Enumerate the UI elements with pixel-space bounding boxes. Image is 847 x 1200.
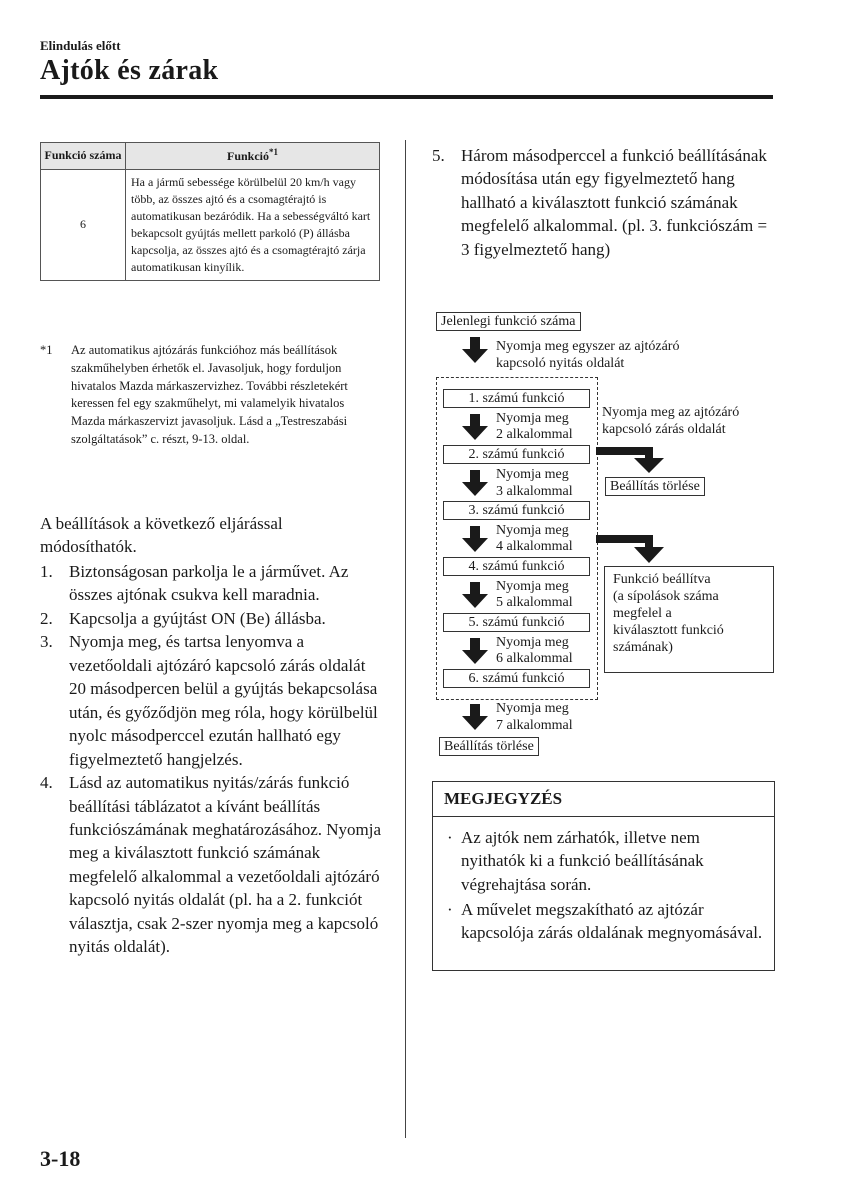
times-label-6: 6 alkalommal xyxy=(496,651,573,666)
press-label: Nyomja meg xyxy=(496,701,569,716)
cancel-setting-box-bottom: Beállítás törlése xyxy=(439,737,539,756)
arrow-down-icon xyxy=(462,582,488,608)
arrow-down-icon xyxy=(462,638,488,664)
function-box-3: 3. számú funkció xyxy=(443,501,590,520)
times-label-4: 4 alkalommal xyxy=(496,539,573,554)
step-5: 5. Három másodperccel a funkció beállításának módosítása után egy figyelmeztető hang hallható a kiválasztott funkció számának megfelelő alkalommal. (pl. 3. funkciószám = 3 figyelmeztető hang) xyxy=(432,146,768,259)
bullet: · xyxy=(447,828,453,847)
arrow-down-icon xyxy=(462,704,488,730)
function-box-1: 1. számú funkció xyxy=(443,389,590,408)
note-item: · Az ajtók nem zárhatók, illetve nem nyithatók ki a funkció beállításának végrehajtása során. xyxy=(447,828,704,894)
procedure-steps xyxy=(40,560,385,959)
page-number: 3-18 xyxy=(40,1146,81,1171)
arrow-down-icon xyxy=(462,526,488,552)
press-label: Nyomja meg xyxy=(496,523,569,538)
note-header xyxy=(433,782,774,817)
column-divider xyxy=(405,140,406,1138)
function-number-cell: 6 xyxy=(41,169,126,280)
footnote-text: Az automatikus ajtózárás funkcióhoz más beállítások szakműhelyben érhetők el. Javasoljuk, hogy forduljon hivatalos Mazda márkaszervizhez. További részletekért keressen fel egy szakműhelyt, mi valamelyik hivatalos Mazda márkaszervizt javasoljuk. Lásd a „Testreszabási szolgáltatások” c. részt, 9-13. oldal. xyxy=(71,343,348,446)
table-header-function: Funkció$^{*1}$ xyxy=(126,143,380,170)
lock-side-label-2: kapcsoló zárás oldalát xyxy=(602,422,726,437)
times-label-3: 3 alkalommal xyxy=(496,484,573,499)
function-table xyxy=(40,142,380,281)
bent-arrow-icon xyxy=(596,444,670,474)
press-label: Nyomja meg xyxy=(496,467,569,482)
list-item: 4. Lásd az automatikus nyitás/zárás funkció beállítási táblázatot a kívánt beállítás funkciószámának meghatározásához. Nyomja meg a kiválasztott funkció számának megfelelő alkalommal a vezetőoldali ajtózáró kapcsoló nyitás oldalát (pl. ha a 2. funkciót választja, csak 2-szer nyomja meg a kapcsoló nyitás oldalát). xyxy=(40,773,382,957)
press-once-label-2: kapcsoló nyitás oldalát xyxy=(496,356,625,371)
current-function-box: Jelenlegi funkció száma xyxy=(436,312,581,331)
procedure-intro: A beállítások a következő eljárással módosíthatók. xyxy=(40,514,283,557)
section-label: Elindulás előtt xyxy=(40,38,121,53)
function-set-box: Funkció beállítva (a sípolások száma megfelel a kiválasztott funkció számának) xyxy=(604,566,774,673)
bent-arrow-icon xyxy=(596,532,670,564)
bullet: · xyxy=(447,900,453,919)
footnote-ref: *1 xyxy=(269,147,278,157)
list-item: 2. Kapcsolja a gyújtást ON (Be) állásba. xyxy=(40,608,326,628)
function-box-6: 6. számú funkció xyxy=(443,669,590,688)
note-box xyxy=(432,781,775,971)
note-title: MEGJEGYZÉS xyxy=(444,789,563,808)
table-header-number: Funkció száma xyxy=(41,143,126,170)
function-box-5: 5. számú funkció xyxy=(443,613,590,632)
table-row xyxy=(41,169,380,280)
title-rule xyxy=(40,95,773,99)
times-label-7: 7 alkalommal xyxy=(496,718,573,733)
footnote-mark: *1 xyxy=(40,343,53,357)
press-once-label-1: Nyomja meg egyszer az ajtózáró xyxy=(496,339,680,354)
footnote xyxy=(40,342,380,449)
function-box-2: 2. számú funkció xyxy=(443,445,590,464)
cancel-setting-box-right: Beállítás törlése xyxy=(605,477,705,496)
function-box-4: 4. számú funkció xyxy=(443,557,590,576)
note-item: · A művelet megszakítható az ajtózár kapcsolója zárás oldalának megnyomásával. xyxy=(447,900,763,943)
function-description-cell: Ha a jármű sebessége körülbelül 20 km/h vagy több, az összes ajtó és a csomagtérajtó is automatikusan bezáródik. Ha a sebességváltó kart bekapcsolt gyújtás mellett parkoló (P) állásba kapcsolja, az összes ajtó és a csomagtérajtó zárja automatikusan kinyílik. xyxy=(126,169,380,280)
times-label-5: 5 alkalommal xyxy=(496,595,573,610)
press-label: Nyomja meg xyxy=(496,635,569,650)
page-title: Ajtók és zárak xyxy=(40,55,219,86)
arrow-down-icon xyxy=(462,337,488,363)
arrow-down-icon xyxy=(462,414,488,440)
list-item: 1. Biztonságosan parkolja le a járművet. Az összes ajtónak csukva kell maradnia. xyxy=(40,562,349,605)
press-label: Nyomja meg xyxy=(496,411,569,426)
list-item: 3. Nyomja meg, és tartsa lenyomva a vezetőoldali ajtózáró kapcsoló zárás oldalát 20 másodpercen belül a gyújtás bekapcsolása után, és győződjön meg róla, hogy körülbelül nyolc másodperccel ezután hallható egy figyelmeztető hangjelzés. xyxy=(40,632,378,769)
arrow-down-icon xyxy=(462,470,488,496)
times-label-2: 2 alkalommal xyxy=(496,427,573,442)
press-label: Nyomja meg xyxy=(496,579,569,594)
lock-side-label-1: Nyomja meg az ajtózáró xyxy=(602,405,740,420)
